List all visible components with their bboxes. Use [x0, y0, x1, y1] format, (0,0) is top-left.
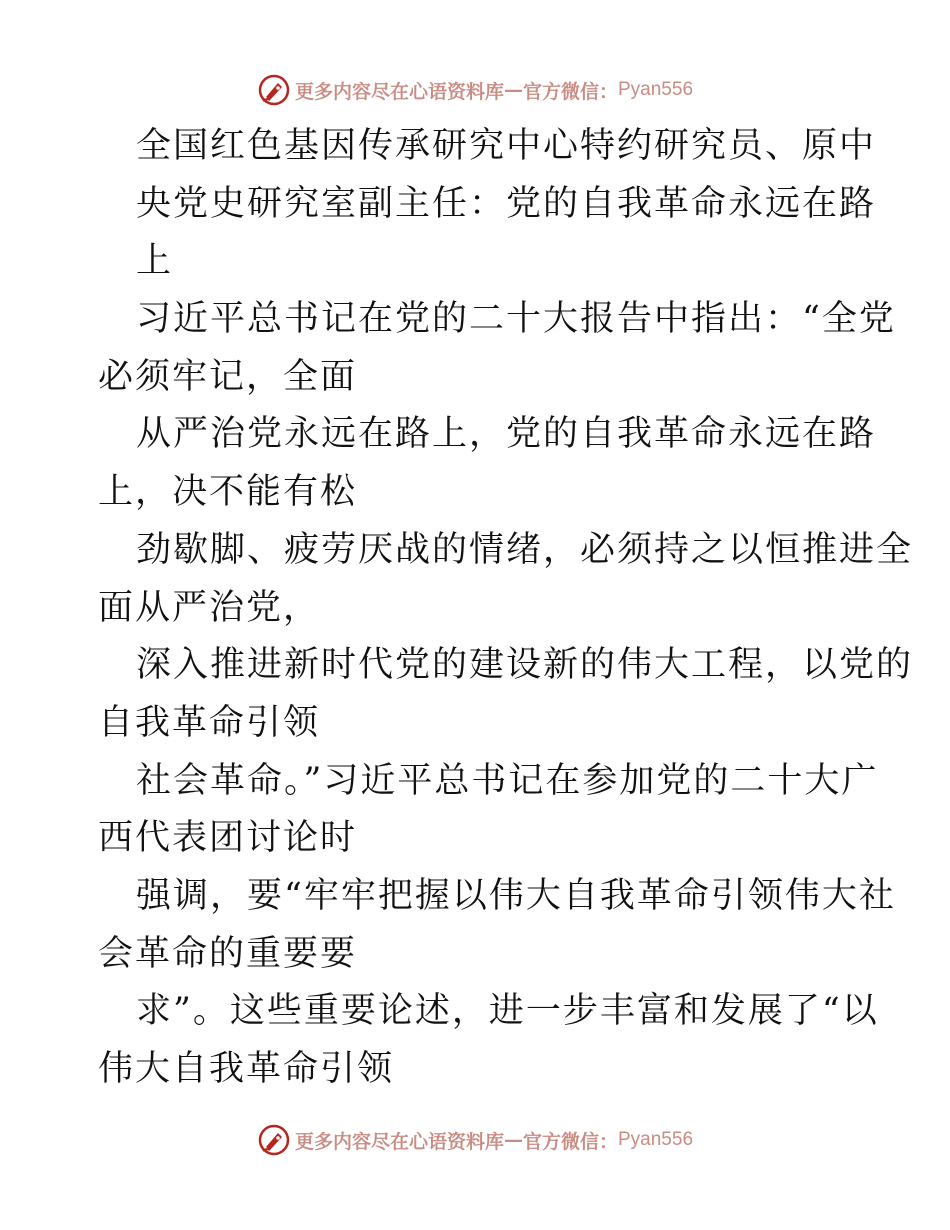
banner-wechat-id: Pyan556 — [618, 1129, 694, 1150]
banner-wechat-id: Pyan556 — [618, 79, 694, 100]
banner-brand-text: 更多内容尽在心语资料库 — [294, 1130, 504, 1153]
text-line: 强调，要“牢牢把握以伟大自我革命引领伟大社 — [136, 875, 896, 916]
text-line: 社会革命。”习近平总书记在参加党的二十大广 — [136, 760, 879, 801]
header-banner — [0, 70, 950, 110]
text-line: 深入推进新时代党的建设新的伟大工程，以党的 — [136, 645, 914, 686]
pen-nib-logo-icon — [257, 1123, 291, 1157]
text-line: 习近平总书记在党的二十大报告中指出：“全党 — [136, 299, 896, 340]
text-line: 劲歇脚、疲劳厌战的情绪，必须持之以恒推进全 — [136, 529, 914, 570]
banner-brand-text: 更多内容尽在心语资料库 — [294, 80, 504, 103]
text-line: 从严治党永远在路上，党的自我革命永远在路 — [136, 414, 877, 455]
text-line: 会革命的重要要 — [98, 933, 358, 974]
pen-nib-logo-icon — [257, 73, 291, 107]
banner-wechat-label: 官方微信： — [522, 1130, 618, 1153]
text-line: 求”。这些重要论述，进一步丰富和发展了“以 — [136, 991, 879, 1032]
footer-banner — [0, 1120, 950, 1160]
banner-wechat-label: 官方微信： — [522, 80, 618, 103]
text-line: 全国红色基因传承研究中心特约研究员、原中 — [136, 126, 877, 166]
text-line: 面从严治党， — [98, 587, 321, 628]
banner-dash: — — [503, 79, 523, 101]
text-line: 上，决不能有松 — [98, 472, 358, 513]
banner-dash: — — [503, 1129, 523, 1151]
text-line: 西代表团讨论时 — [98, 818, 358, 859]
text-line: 上 — [136, 241, 174, 282]
text-line: 央党史研究室副主任：党的自我革命永远在路 — [136, 183, 877, 224]
text-line: 自我革命引领 — [98, 702, 321, 743]
text-line: 伟大自我革命引领 — [98, 1049, 395, 1089]
text-line: 必须牢记，全面 — [98, 356, 358, 397]
document-body — [98, 118, 914, 1099]
